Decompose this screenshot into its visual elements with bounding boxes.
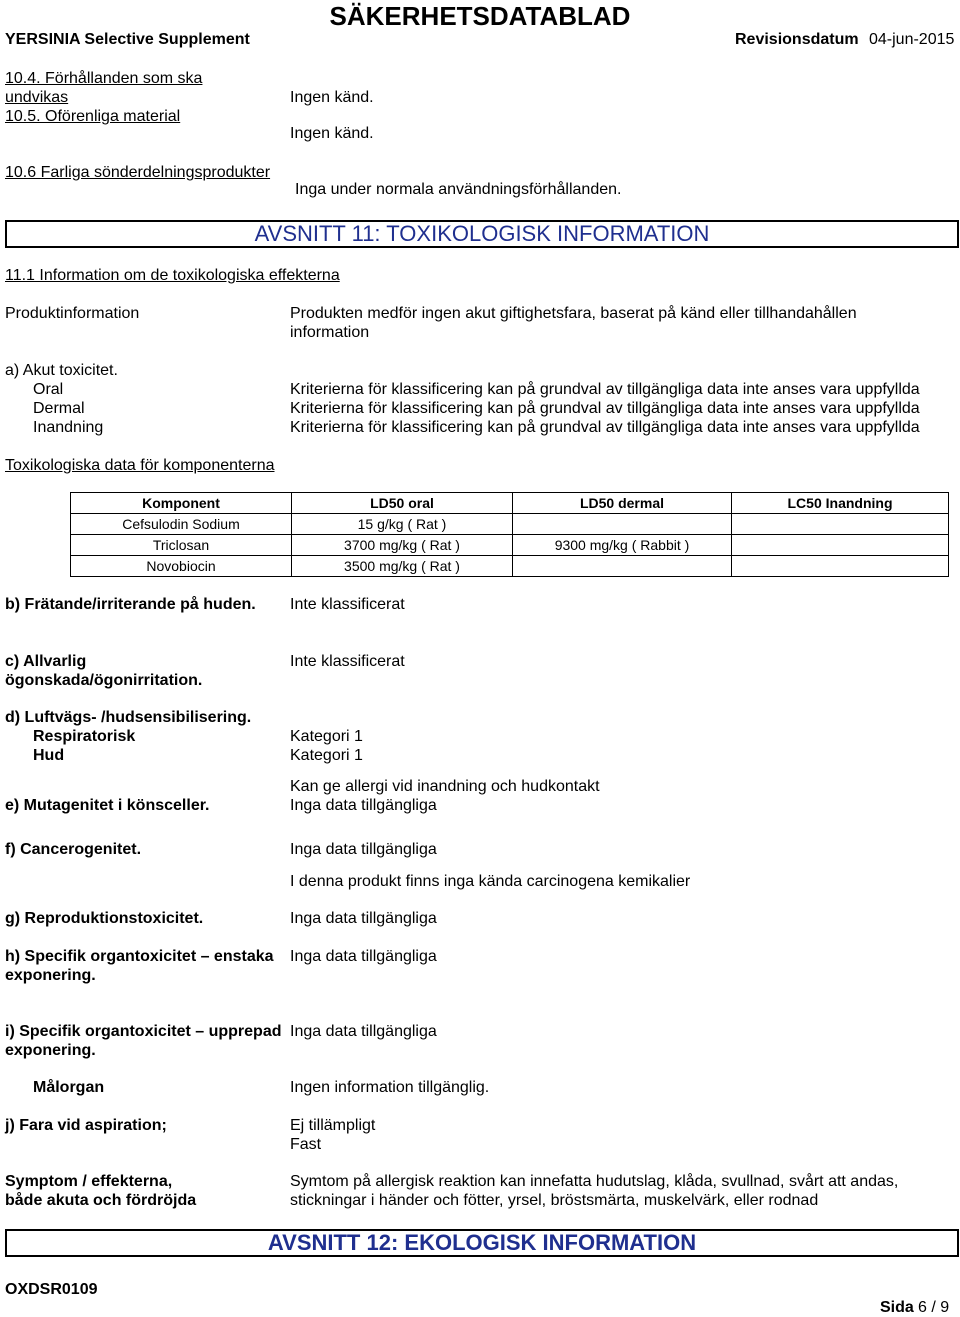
f-value: Inga data tillgängliga [290, 841, 437, 858]
document-title: SÄKERHETSDATABLAD [329, 1, 631, 31]
section-11-heading: AVSNITT 11: TOXIKOLOGISK INFORMATION [5, 220, 959, 248]
malorgan-value: Ingen information tillgänglig. [290, 1079, 490, 1096]
cell-ld50-dermal [513, 514, 732, 535]
s11-1-label: 11.1 Information om de toxikologiska effekterna [5, 267, 340, 284]
dermal-label: Dermal [33, 400, 85, 417]
j-label: j) Fara vid aspiration; [5, 1117, 167, 1134]
f-label: f) Cancerogenitet. [5, 841, 142, 858]
c-label-line1: c) Allvarlig [5, 653, 87, 670]
tox-data-label: Toxikologiska data för komponenterna [5, 457, 275, 474]
section-12-heading: AVSNITT 12: EKOLOGISK INFORMATION [5, 1229, 959, 1257]
col-lc50-inandning: LC50 Inandning [732, 493, 949, 514]
table-row [71, 514, 949, 535]
akut-toxicitet-label: a) Akut toxicitet. [5, 362, 118, 379]
respiratorisk-value: Kategori 1 [290, 728, 363, 745]
respiratorisk-label: Respiratorisk [33, 728, 136, 745]
cell-komponent: Novobiocin [71, 556, 292, 577]
cell-ld50-dermal [513, 556, 732, 577]
h-label-line1: h) Specifik organtoxicitet – enstaka [5, 948, 274, 965]
table-row [71, 535, 949, 556]
cell-ld50-oral: 3500 mg/kg ( Rat ) [292, 556, 513, 577]
cell-lc50-inandning [732, 535, 949, 556]
page-label: Sida [880, 1299, 914, 1316]
table-header-row [71, 493, 949, 514]
b-label: b) Frätande/irriterande på huden. [5, 596, 256, 613]
i-label-line2: exponering. [5, 1042, 96, 1059]
revision-date: 04-jun-2015 [869, 31, 955, 48]
col-ld50-oral: LD50 oral [292, 493, 513, 514]
s10-5-label: 10.5. Oförenliga material [5, 108, 181, 125]
h-label-line2: exponering. [5, 967, 96, 984]
symptom-label-line2: både akuta och fördröjda [5, 1192, 197, 1209]
table-row [71, 556, 949, 577]
cell-ld50-dermal: 9300 mg/kg ( Rabbit ) [513, 535, 732, 556]
hud-label: Hud [33, 747, 65, 764]
s10-6-label: 10.6 Farliga sönderdelningsprodukter [5, 164, 271, 181]
cell-komponent: Cefsulodin Sodium [71, 514, 292, 535]
b-value: Inte klassificerat [290, 596, 405, 613]
produktinfo-label: Produktinformation [5, 305, 140, 322]
e-value: Inga data tillgängliga [290, 797, 437, 814]
g-value: Inga data tillgängliga [290, 910, 437, 927]
oral-label: Oral [33, 381, 64, 398]
tox-components-table [70, 492, 949, 577]
i-label-line1: i) Specifik organtoxicitet – upprepad [5, 1023, 282, 1040]
h-value: Inga data tillgängliga [290, 948, 437, 965]
s10-5-value: Ingen känd. [290, 125, 374, 142]
inandning-label: Inandning [33, 419, 104, 436]
cell-ld50-oral: 15 g/kg ( Rat ) [292, 514, 513, 535]
oral-value: Kriterierna för klassificering kan på grundval av tillgängliga data inte anses vara uppfyllda [290, 381, 920, 398]
cell-ld50-oral: 3700 mg/kg ( Rat ) [292, 535, 513, 556]
cell-lc50-inandning [732, 556, 949, 577]
d-label: d) Luftvägs- /hudsensibilisering. [5, 709, 252, 726]
col-ld50-dermal: LD50 dermal [513, 493, 732, 514]
cell-komponent: Triclosan [71, 535, 292, 556]
col-komponent: Komponent [71, 493, 292, 514]
f-note: I denna produkt finns inga kända carcinogena kemikalier [290, 873, 691, 890]
malorgan-label: Målorgan [33, 1079, 105, 1096]
d-note: Kan ge allergi vid inandning och hudkontakt [290, 778, 600, 795]
page-number: 6 / 9 [918, 1299, 950, 1316]
product-name: YERSINIA Selective Supplement [5, 31, 250, 48]
e-label: e) Mutagenitet i könsceller. [5, 797, 210, 814]
symptom-label-line1: Symptom / effekterna, [5, 1173, 173, 1190]
i-value: Inga data tillgängliga [290, 1023, 437, 1040]
g-label: g) Reproduktionstoxicitet. [5, 910, 204, 927]
inandning-value: Kriterierna för klassificering kan på grundval av tillgängliga data inte anses vara uppfyllda [290, 419, 920, 436]
symptom-value-line2: stickningar i händer och fötter, yrsel, bröstsmärta, muskelvärk, eller rodnad [290, 1192, 819, 1209]
j-value-2: Fast [290, 1136, 322, 1153]
c-label-line2: ögonskada/ögonirritation. [5, 672, 203, 689]
s10-6-value: Inga under normala användningsförhållanden. [295, 181, 622, 198]
c-value: Inte klassificerat [290, 653, 405, 670]
s10-4-value: Ingen känd. [290, 89, 374, 106]
hud-value: Kategori 1 [290, 747, 363, 764]
j-value: Ej tillämpligt [290, 1117, 376, 1134]
document-code: OXDSR0109 [5, 1281, 98, 1298]
s10-4-label-line1: 10.4. Förhållanden som ska [5, 70, 203, 87]
dermal-value: Kriterierna för klassificering kan på grundval av tillgängliga data inte anses vara uppfyllda [290, 400, 920, 417]
s10-4-label-line2: undvikas [5, 89, 69, 106]
symptom-value-line1: Symtom på allergisk reaktion kan innefatta hudutslag, klåda, svullnad, svårt att andas, [290, 1173, 899, 1190]
cell-lc50-inandning [732, 514, 949, 535]
produktinfo-value-line1: Produkten medför ingen akut giftighetsfara, baserat på känd eller tillhandahållen [290, 305, 857, 322]
revision-label: Revisionsdatum [735, 31, 859, 48]
produktinfo-value-line2: information [290, 324, 370, 341]
